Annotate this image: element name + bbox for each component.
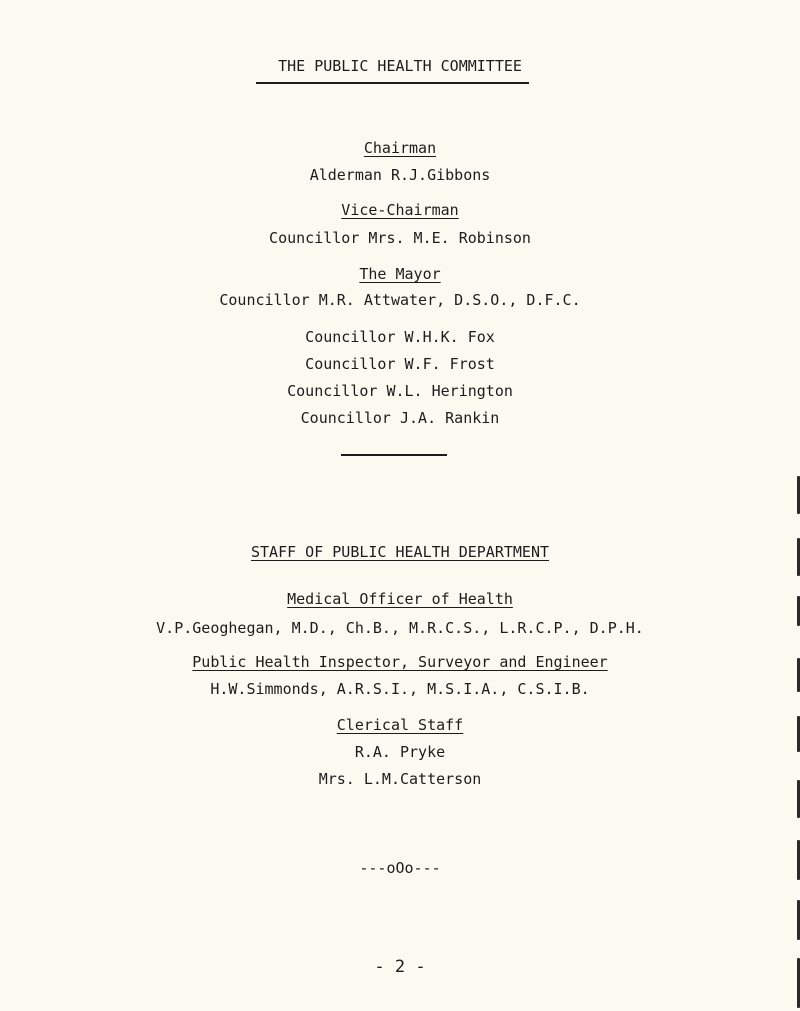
- page-number: - 2 -: [374, 957, 426, 977]
- chairman-name: Alderman R.J.Gibbons: [309, 166, 491, 184]
- committee-member: Councillor J.A. Rankin: [300, 409, 500, 427]
- chairman-heading: Chairman: [363, 139, 437, 157]
- vice-chairman-name: Councillor Mrs. M.E. Robinson: [269, 229, 531, 247]
- committee-member: Councillor W.L. Herington: [287, 382, 513, 400]
- committee-title: THE PUBLIC HEALTH COMMITTEE: [278, 57, 522, 75]
- mayor-name: Councillor M.R. Attwater, D.S.O., D.F.C.: [219, 291, 581, 309]
- staff-title: STAFF OF PUBLIC HEALTH DEPARTMENT: [250, 543, 549, 561]
- phi-heading: Public Health Inspector, Surveyor and Engineer: [192, 653, 608, 671]
- clerical-heading: Clerical Staff: [336, 716, 464, 734]
- committee-member: Councillor W.F. Frost: [305, 355, 495, 373]
- clerical-member: R.A. Pryke: [354, 743, 446, 761]
- vice-chairman-heading: Vice-Chairman: [341, 201, 459, 219]
- moh-name: V.P.Geoghegan, M.D., Ch.B., M.R.C.S., L.R.C.P., D.P.H.: [156, 619, 644, 637]
- moh-heading: Medical Officer of Health: [287, 590, 513, 608]
- end-mark: ---oOo---: [359, 859, 441, 877]
- section-divider: [341, 454, 447, 456]
- mayor-heading: The Mayor: [359, 265, 441, 283]
- title-rule: [256, 82, 529, 84]
- phi-name: H.W.Simmonds, A.R.S.I., M.S.I.A., C.S.I.B.: [210, 680, 590, 698]
- clerical-member: Mrs. L.M.Catterson: [318, 770, 482, 788]
- committee-member: Councillor W.H.K. Fox: [305, 328, 495, 346]
